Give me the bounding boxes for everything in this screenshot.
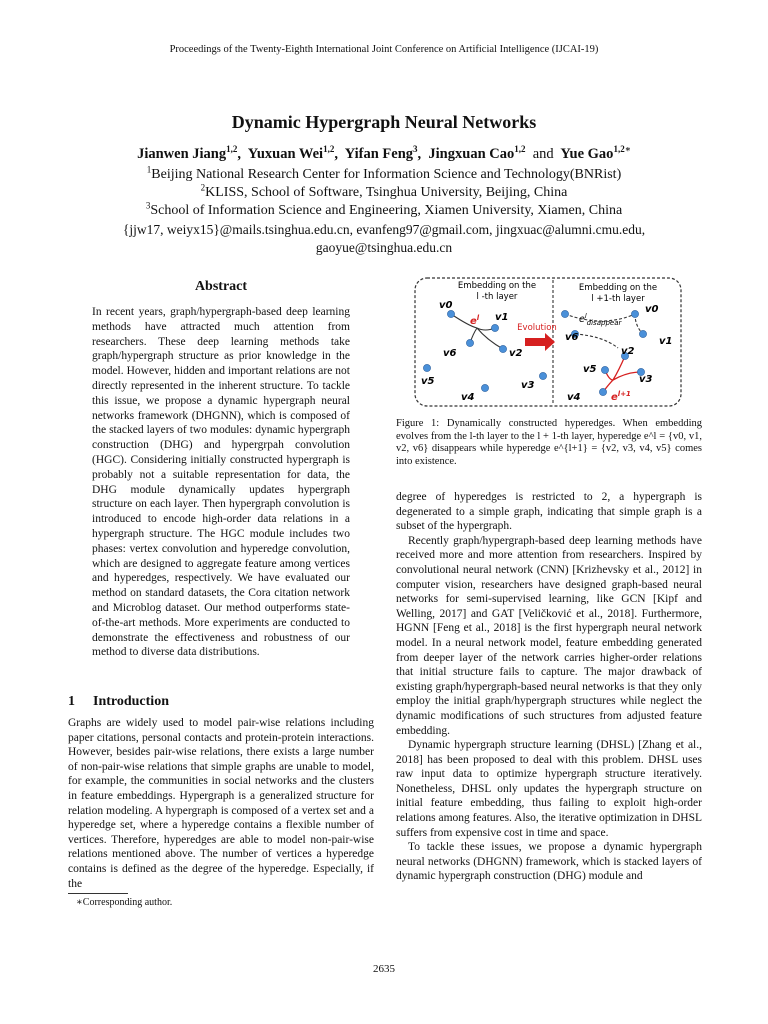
left-layer-label: Embedding on the [457,281,537,291]
section-heading [68,694,374,710]
figure-hypergraph [413,276,683,408]
node-label: v0 [439,300,453,311]
paragraph: degree of hyperedges is restricted to 2, a hypergraph is degenerated to a simple graph, indicating that simple graph is a subset of the hypergraph. [396,491,702,533]
node-left-v2 [499,345,506,352]
node-right-v0 [631,310,638,317]
node-left-v3 [539,372,546,379]
disappear-label: $e^l_{disappear}$ [579,312,622,327]
author-name: Yuxuan Wei [247,146,324,162]
paragraph: Recently graph/hypergraph-based deep learning methods have received more and more attention from researchers. Inspired by convolutional neural network (CNN) [Krizhevsky et al., 2012] in computer vision, researchers have designed graph-based neural networks for semi-supervised learning, like GCN [Kipf and Welling, 2017] and GAT [Veličković et al., 2018]. Furthermore, HGNN [Feng et al., 2018] is the first hypergraph neural network model. In a neural network model, feature embedding generated from deeper layer of the network carries higher-order relations that initial structure fails to capture. The major drawback of existing graph/hypergraph-based neural networks is that they only employ the initial graph/hypergraph structures while neglect the dynamic modifications of such structures from adjusted feature embedding. [396,534,702,737]
affiliation: Beijing National Research Center for Information Science and Technology(BNRist) [151,167,622,182]
affiliations [0,166,768,220]
affil-mark: 2 [200,182,206,193]
affiliation: School of Information Science and Engineering, Xiamen University, Xiamen, China [150,203,623,218]
affil-mark: 3 [145,200,151,211]
author-name: Yue Gao [560,146,614,162]
node-label: v4 [461,392,475,403]
node-left-v1 [491,324,498,331]
venue-header: Proceedings of the Twenty-Eighth International Joint Conference on Artificial Intelligence (IJCAI-19) [169,44,599,55]
node-label: v3 [639,374,653,385]
node-label: v6 [565,332,579,343]
email-line: {jjw17, weiyx15}@mails.tsinghua.edu.cn, evanfeng97@gmail.com, jingxuac@alumni.cmu.edu, [122,222,646,237]
node-label: v6 [443,348,457,359]
paragraph: Dynamic hypergraph structure learning (DHSL) [Zhang et al., 2018] has been proposed to deal with this problem. DHSL uses raw input data to optimize hypergraph structure iteratively. Nonetheless, DHSL only updates the hypergraph structure on initial feature embedding, thus failing to exploit high-order relations among features. Also, the iterative optimization in DHSL suffers from expensive cost in time and space. [396,739,702,839]
caption-text: Dynamically constructed hyperedges. When embedding evolves from the l-th layer to the l + 1-th layer, hyperedge e^l = {v0, v1, v2, v6} disappears while hyperedge e^{l+1} = {v2, v3, v4, v5} comes into existence. [396,418,702,467]
page-number: 2635 [373,963,395,975]
section-number: 1 [68,694,75,709]
author-affil-mark: 3 [413,144,418,155]
node-right-v1 [639,330,646,337]
node-label: v2 [621,346,635,357]
affil-mark: 1 [146,164,152,175]
paper-title: Dynamic Hypergraph Neural Networks [231,112,537,132]
node-left-v6 [466,339,473,346]
section-title: Introduction [93,694,169,709]
author-name: Yifan Feng [344,146,414,162]
right-layer-label: Embedding on the [578,283,658,293]
email-line: gaoyue@tsinghua.edu.cn [315,240,453,255]
caption-label: Figure 1: [396,418,440,429]
node-left-v4 [481,384,488,391]
abstract-text: In recent years, graph/hypergraph-based deep learning methods have attracted much attention from researchers. These deep learning methods take graph/hypergraph structure as prior knowledge in the model. However, hidden and important relations are not directly represented in the inherent structure. To tackle this issue, we propose a dynamic hypergraph neural networks framework (DHGNN), which is composed of the stacked layers of two modules: dynamic hypergraph construction (DHG) and hypergrpah convolution (HGC). Considering initially constructed hypergraph is probably not a suitable representation for data, the DHG module dynamically updates hypergraph structure on each layer. Then hypergraph convolution is introduced to encode high-order data relations in a hypergraph structure. The HGC module includes two phases: vertex convolution and hyperedge convolution, which are designed to aggregate feature among vertices and hyperedges, respectively. We have evaluated our method on standard datasets, the Cora citation network and Microblog dataset. Our method outperforms state-of-the-art methods. More experiments are conducted to demonstrate the effectiveness and robustness of our method to diverse data distributions. [92,306,350,659]
node-label: v5 [421,376,435,387]
left-edge-label: $e^l$ [470,314,480,327]
node-label: v2 [509,348,523,359]
and-word: and [532,146,554,162]
author-name: Jianwen Jiang [137,146,227,162]
footnote: ∗Corresponding author. [76,897,173,908]
node-label: v3 [521,380,535,391]
node-right-v5 [601,366,608,373]
right-layer-label: l +1-th layer [591,294,645,304]
paragraph: To tackle these issues, we propose a dynamic hypergraph neural networks (DHGNN) framework, which is stacked layers of dynamic hypergraph construction (DHG) module and [396,841,702,883]
node-label: v5 [583,364,597,375]
node-right-v6 [561,310,568,317]
author-affil-mark: 1,2∗ [613,144,631,155]
left-layer-label: l -th layer [476,292,518,302]
right-edge-label: $e^{l+1}$ [611,390,631,403]
right-column-text [396,490,702,884]
node-left-v0 [447,310,454,317]
node-label: v1 [495,312,509,323]
node-label: v4 [567,392,581,403]
node-left-v5 [423,364,430,371]
evolution-label: Evolution [517,323,557,333]
author-affil-mark: 1,2 [514,144,526,155]
footnote-rule [68,893,128,894]
author-name: Jingxuan Cao [428,146,515,162]
emails [0,221,768,257]
abstract-heading: Abstract [194,279,248,294]
node-label: v0 [645,304,659,315]
evolution-arrow [525,333,555,351]
author-list: Jianwen Jiang$^{1,2}$, Yuxuan Wei$^{1,2}$, Yifan Feng$^3$, Jingxuan Cao$^{1,2}$ and Yue Gao$^{1,2∗}$ [137,144,631,162]
figure-caption [396,418,702,468]
right-new-hyperedge [603,356,641,392]
author-affil-mark: 1,2 [226,144,238,155]
node-label: v1 [659,336,673,347]
node-right-v4 [599,388,606,395]
intro-text: Graphs are widely used to model pair-wise relations including paper citations, personal contacts and protein-protein interactions. However, besides pair-wise relations, there exists a large number of non-pair-wise relations that simple graphs are unable to model, for example, the communities in social networks and the clusters in feature embeddings. Hypergraph is a generalized structure for relation modeling. A hypergraph is composed of a vertex set and a hyperedge set, where a hyperedge contains a flexible number of vertices. Therefore, hyperedges are able to model non-pair-wise relations mentioned above. The number of vertices a hyperedge contains is defined as the degree of the hyperedge. Especially, if the [68,717,374,890]
affiliation: KLISS, School of Software, Tsinghua University, Beijing, China [205,185,568,200]
author-affil-mark: 1,2 [323,144,335,155]
